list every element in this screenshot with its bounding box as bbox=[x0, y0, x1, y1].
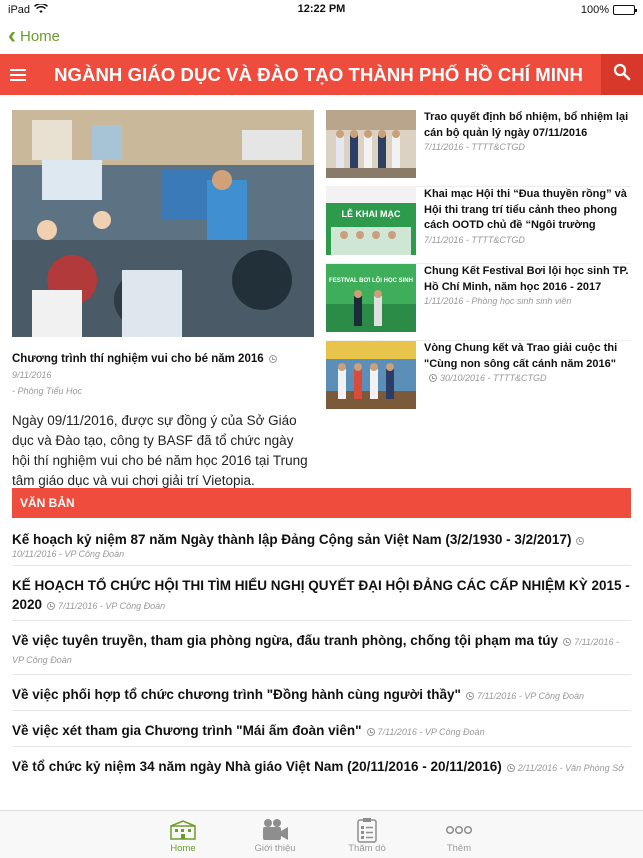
news-text bbox=[424, 187, 631, 263]
battery-icon bbox=[613, 5, 635, 15]
document-meta: 7/11/2016 - VP Công Đoàn bbox=[377, 727, 485, 737]
status-left bbox=[8, 4, 48, 17]
tab-them[interactable] bbox=[424, 817, 494, 854]
thumb-caption: LỄ KHAI MẠC bbox=[341, 209, 401, 219]
news-thumbnail bbox=[326, 264, 416, 332]
news-text bbox=[424, 341, 631, 418]
back-button[interactable] bbox=[8, 24, 60, 48]
news-title: Trao quyết định bổ nhiệm, bổ nhiệm lại cán bộ quản lý ngày 07/11/2016 bbox=[424, 111, 629, 139]
search-icon bbox=[613, 63, 631, 86]
news-item[interactable] bbox=[326, 341, 631, 418]
document-title: Về tổ chức kỷ niệm 34 năm ngày Nhà giáo Việt Nam (20/11/2016 - 20/11/2016) bbox=[12, 759, 502, 774]
tab-home[interactable] bbox=[148, 817, 218, 854]
news-thumbnail bbox=[326, 187, 416, 255]
status-bar bbox=[0, 0, 643, 20]
documents-list bbox=[12, 520, 631, 782]
header-title: NGÀNH GIÁO DỤC VÀ ĐÀO TẠO THÀNH PHỐ HỒ CHÍ MINH bbox=[54, 63, 583, 85]
chevron-left-icon: ‹ bbox=[8, 22, 16, 49]
document-meta: 10/11/2016 - VP Công Đoàn bbox=[12, 549, 125, 559]
app-header bbox=[0, 54, 643, 95]
news-thumbnail bbox=[326, 110, 416, 178]
tab-label: Thăm dò bbox=[348, 843, 386, 854]
news-title: Chung Kết Festival Bơi lội học sinh TP. Hồ Chí Minh, năm học 2016 - 2017 bbox=[424, 265, 629, 293]
document-title: Kế hoạch kỷ niệm 87 năm Ngày thành lập Đảng Cộng sản Việt Nam (3/2/1930 - 3/2/2017) bbox=[12, 532, 572, 547]
news-title: Khai mạc Hội thi “Đua thuyền rồng” và Hội thi trang trí tiểu cảnh theo phong cách OOTD chủ đề “Ngôi trường bbox=[424, 188, 627, 231]
carrier-label: iPad bbox=[8, 4, 31, 16]
home-icon bbox=[148, 817, 218, 843]
news-meta bbox=[424, 296, 631, 306]
news-title: Vòng Chung kết và Trao giải cuộc thi "Cùng non sông cất cánh năm 2016" bbox=[424, 342, 618, 370]
featured-article bbox=[12, 110, 314, 491]
camera-icon bbox=[240, 817, 310, 843]
document-meta: 2/11/2016 - Văn Phòng Sở bbox=[517, 763, 624, 773]
tab-bar bbox=[0, 810, 643, 858]
clock-icon bbox=[47, 602, 55, 610]
clock-icon bbox=[576, 537, 584, 545]
news-meta-text: 7/11/2016 - TTTT&CTGD bbox=[424, 234, 525, 245]
hamburger-icon-line bbox=[10, 79, 26, 81]
clock-icon bbox=[269, 355, 277, 363]
search-button[interactable] bbox=[601, 54, 643, 95]
side-news-list bbox=[326, 110, 631, 418]
tab-gioi-thieu[interactable] bbox=[240, 817, 310, 854]
hamburger-icon-line bbox=[10, 74, 26, 76]
document-meta: 7/11/2016 - VP Công Đoàn bbox=[476, 691, 585, 701]
news-meta-text: 1/11/2016 - Phòng học sinh sinh viên bbox=[424, 296, 572, 306]
tab-label: Giới thiệu bbox=[254, 843, 296, 854]
featured-date: 9/11/2016 bbox=[12, 370, 52, 380]
survey-icon bbox=[332, 817, 402, 843]
featured-summary: Ngày 09/11/2016, được sự đồng ý của Sở Giáo dục và Đào tạo, công ty BASF đã tổ chức ngày hội thí nghiệm vui cho bé năm học 2016 tại Trung tâm giáo dục và vui chơi giải trí Vietopia. bbox=[12, 413, 308, 488]
featured-title[interactable]: Chương trình thí nghiệm vui cho bé năm 2016 bbox=[12, 353, 264, 365]
news-meta-text: 30/10/2016 - TTTT&CTGD bbox=[440, 373, 547, 383]
document-title: Về việc phối hợp tổ chức chương trình "Đồng hành cùng người thầy" bbox=[12, 687, 461, 702]
clock-icon bbox=[429, 374, 437, 382]
featured-image[interactable] bbox=[12, 110, 314, 337]
news-item[interactable] bbox=[326, 187, 631, 264]
clock-icon bbox=[563, 638, 571, 646]
document-title: KẾ HOẠCH TỔ CHỨC HỘI THI TÌM HIỂU NGHỊ QUYẾT ĐẠI HỘI ĐẢNG CÁC CẤP NHIỆM KỲ 2015 - 2020 bbox=[12, 578, 630, 612]
clock-icon bbox=[367, 728, 375, 736]
status-right bbox=[581, 4, 635, 16]
news-item[interactable] bbox=[326, 110, 631, 187]
featured-source: - Phòng Tiểu Học bbox=[12, 386, 82, 396]
document-meta: 7/11/2016 - VP Công Đoàn bbox=[12, 637, 619, 665]
document-item[interactable] bbox=[12, 711, 631, 747]
menu-button[interactable] bbox=[0, 54, 36, 95]
more-icon bbox=[424, 817, 494, 843]
document-item[interactable] bbox=[12, 621, 631, 675]
document-item[interactable] bbox=[12, 675, 631, 711]
back-label: Home bbox=[20, 27, 61, 45]
news-meta bbox=[424, 373, 631, 383]
document-item[interactable] bbox=[12, 520, 631, 566]
tab-label: Home bbox=[170, 843, 196, 854]
document-title: Về việc xét tham gia Chương trình "Mái ấm đoàn viên" bbox=[12, 723, 362, 738]
news-meta bbox=[424, 142, 631, 152]
document-title: Về việc tuyên truyền, tham gia phòng ngừa, đấu tranh phòng, chống tội phạm ma túy bbox=[12, 633, 559, 648]
news-thumbnail bbox=[326, 341, 416, 409]
news-meta-text: 7/11/2016 - TTTT&CTGD bbox=[424, 142, 525, 152]
news-text bbox=[424, 110, 631, 186]
news-meta bbox=[424, 235, 631, 245]
document-item[interactable] bbox=[12, 747, 631, 782]
section-header-documents: VĂN BẢN bbox=[12, 488, 631, 518]
thumb-caption: FESTIVAL BƠI LỘI HỌC SINH bbox=[329, 278, 413, 284]
news-text bbox=[424, 264, 631, 340]
document-meta: 7/11/2016 - VP Công Đoàn bbox=[58, 601, 166, 611]
tab-tham-do[interactable] bbox=[332, 817, 402, 854]
tab-label: Thêm bbox=[446, 843, 472, 854]
featured-title-row bbox=[12, 351, 314, 399]
clock-icon bbox=[466, 692, 474, 700]
clock-icon bbox=[507, 764, 515, 772]
hamburger-icon-line bbox=[10, 69, 26, 71]
status-time: 12:22 PM bbox=[297, 3, 346, 15]
news-item[interactable] bbox=[326, 264, 631, 341]
document-item[interactable] bbox=[12, 566, 631, 621]
battery-percent: 100% bbox=[580, 4, 609, 16]
wifi-icon bbox=[34, 4, 48, 17]
